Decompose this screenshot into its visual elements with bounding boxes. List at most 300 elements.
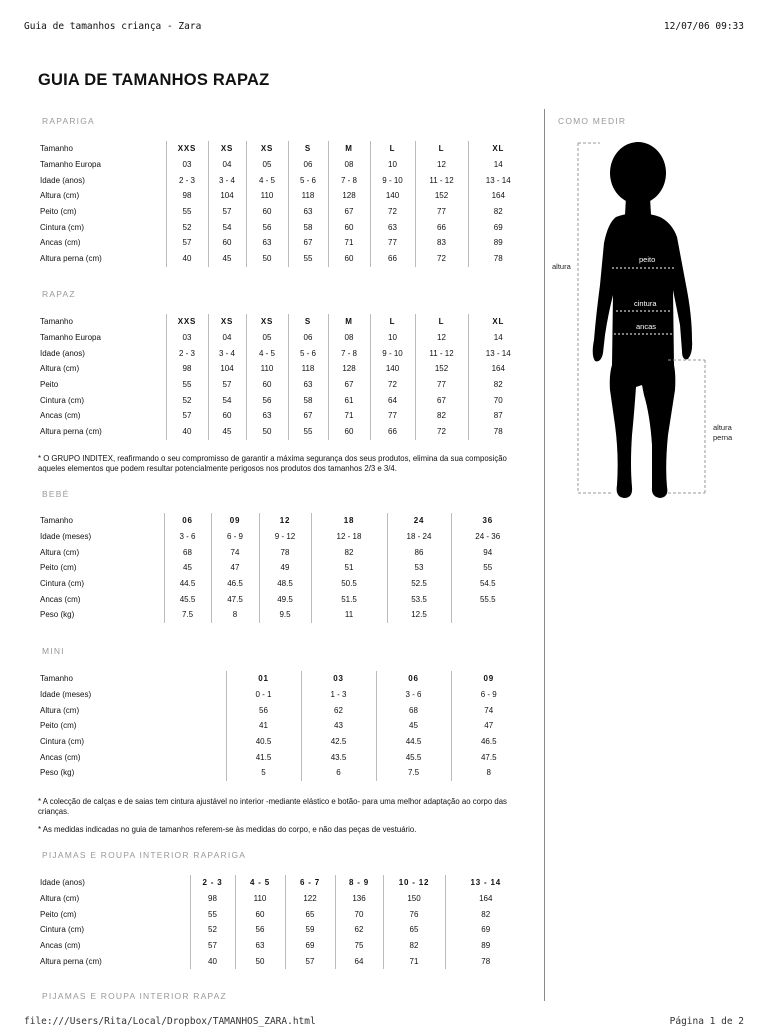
table-cell: 77 [415, 204, 468, 220]
table-cell: 45 [208, 424, 246, 440]
table-cell: 04 [208, 157, 246, 173]
table-cell: 55 [288, 424, 328, 440]
table-cell: 06 [164, 513, 211, 529]
table-cell: 05 [246, 330, 288, 346]
section-title-mini: MINI [42, 646, 65, 656]
table-row [40, 377, 528, 393]
table-cell: 13 - 14 [445, 875, 526, 891]
table-cell: 11 - 12 [415, 345, 468, 361]
row-label: Ancas (cm) [40, 752, 81, 762]
table-cell: S [288, 314, 328, 330]
table-cell: 94 [451, 544, 524, 560]
table-cell: 45 [208, 251, 246, 267]
table-cell: 69 [285, 938, 335, 954]
table-cell: 60 [328, 424, 370, 440]
table-cell: 45 [164, 560, 211, 576]
print-file-path: file:///Users/Rita/Local/Dropbox/TAMANHOS_ZARA.html [24, 1016, 316, 1027]
table-row [40, 749, 526, 765]
table-cell: 56 [235, 922, 285, 938]
table-cell: 41 [226, 718, 301, 734]
table-cell: 50 [246, 424, 288, 440]
table-cell: 69 [468, 219, 528, 235]
table-cell: 5 - 6 [288, 345, 328, 361]
row-label: Idade (meses) [40, 532, 92, 542]
table-cell: 24 - 36 [451, 529, 524, 545]
table-cell: 63 [246, 235, 288, 251]
table-cell: 04 [208, 330, 246, 346]
table-cell: XXS [166, 314, 208, 330]
table-cell: XXS [166, 141, 208, 157]
table-cell: 60 [328, 219, 370, 235]
label-altura: altura [552, 262, 571, 271]
table-cell: 3 - 6 [164, 529, 211, 545]
table-cell: 54 [208, 219, 246, 235]
table-row [40, 330, 528, 346]
table-row [40, 906, 526, 922]
row-label: Cintura (cm) [40, 579, 85, 589]
size-table-bebe [40, 513, 524, 623]
table-cell: 5 - 6 [288, 172, 328, 188]
label-peito: peito [639, 255, 656, 264]
table-cell: 12 [415, 330, 468, 346]
table-cell: 67 [328, 377, 370, 393]
table-cell: 52 [166, 392, 208, 408]
table-cell: 77 [415, 377, 468, 393]
table-cell: 2 - 3 [166, 172, 208, 188]
table-cell: L [415, 141, 468, 157]
table-cell: 46.5 [451, 734, 526, 750]
table-cell: 72 [415, 424, 468, 440]
label-altura-perna-1: altura [713, 423, 732, 432]
table-cell: 01 [226, 671, 301, 687]
table-cell: XL [468, 314, 528, 330]
table-cell: 74 [211, 544, 259, 560]
table-cell: 62 [335, 922, 383, 938]
table-row [40, 607, 524, 623]
row-label: Tamanho [40, 317, 73, 327]
table-cell: 63 [288, 204, 328, 220]
size-table-rapariga [40, 141, 528, 267]
table-cell: 10 [370, 157, 415, 173]
table-row [40, 141, 528, 157]
table-row [40, 157, 528, 173]
table-cell: 56 [226, 702, 301, 718]
table-cell: 47 [451, 718, 526, 734]
table-cell: 55 [190, 906, 235, 922]
table-cell: 43 [301, 718, 376, 734]
row-label: Altura perna (cm) [40, 956, 102, 966]
table-cell: 63 [235, 938, 285, 954]
table-cell: M [328, 314, 370, 330]
column-divider [544, 109, 545, 1001]
row-label: Idade (anos) [40, 175, 85, 185]
table-row [40, 765, 526, 781]
section-title-pijamas-rapaz: PIJAMAS E ROUPA INTERIOR RAPAZ [42, 991, 227, 1001]
table-cell: 164 [468, 361, 528, 377]
table-cell: 57 [285, 953, 335, 969]
table-cell: 128 [328, 361, 370, 377]
table-cell: 69 [445, 922, 526, 938]
table-cell: 67 [415, 392, 468, 408]
table-row [40, 938, 526, 954]
table-cell: 36 [451, 513, 524, 529]
row-label: Peito (cm) [40, 563, 77, 573]
table-cell: 9 - 10 [370, 172, 415, 188]
table-cell: 70 [468, 392, 528, 408]
table-row [40, 345, 528, 361]
row-label: Idade (anos) [40, 348, 85, 358]
row-label: Cintura (cm) [40, 737, 85, 747]
table-cell: 43.5 [301, 749, 376, 765]
table-cell: 4 - 5 [246, 345, 288, 361]
print-page-number: Página 1 de 2 [669, 1016, 744, 1027]
table-row [40, 544, 524, 560]
table-cell: 59 [285, 922, 335, 938]
table-cell: 52 [190, 922, 235, 938]
table-cell: 68 [164, 544, 211, 560]
table-cell: 110 [246, 188, 288, 204]
table-cell: 82 [468, 204, 528, 220]
table-cell: 60 [246, 204, 288, 220]
table-row [40, 671, 526, 687]
table-cell: 9 - 12 [259, 529, 311, 545]
table-cell: 06 [288, 157, 328, 173]
table-cell: 75 [335, 938, 383, 954]
table-cell: 4 - 5 [235, 875, 285, 891]
table-cell: 150 [383, 891, 445, 907]
table-cell: 3 - 6 [376, 687, 451, 703]
table-cell: 24 [387, 513, 451, 529]
table-cell: 40.5 [226, 734, 301, 750]
table-cell: 128 [328, 188, 370, 204]
row-label: Altura perna (cm) [40, 254, 102, 264]
table-cell: 13 - 14 [468, 345, 528, 361]
table-cell: 6 - 7 [285, 875, 335, 891]
table-row [40, 235, 528, 251]
table-row [40, 361, 528, 377]
table-cell: 12.5 [387, 607, 451, 623]
label-altura-perna-2: perna [713, 433, 733, 442]
table-cell: XL [468, 141, 528, 157]
table-row [40, 172, 528, 188]
table-cell: 60 [328, 251, 370, 267]
table-cell: 98 [166, 361, 208, 377]
table-cell: 152 [415, 188, 468, 204]
note-medidas: * As medidas indicadas no guia de tamanhos referem-se às medidas do corpo, e não das peças de vestuário. [38, 825, 417, 834]
table-cell: 71 [328, 235, 370, 251]
table-cell: 06 [376, 671, 451, 687]
page-title: GUIA DE TAMANHOS RAPAZ [38, 71, 270, 89]
row-label: Tamanho [40, 144, 73, 154]
table-cell: 3 - 4 [208, 172, 246, 188]
table-cell: 9.5 [259, 607, 311, 623]
table-cell: 06 [288, 330, 328, 346]
table-cell: 08 [328, 157, 370, 173]
row-label: Peito [40, 380, 59, 390]
table-cell: 55 [288, 251, 328, 267]
table-cell: 49 [259, 560, 311, 576]
table-cell: 58 [288, 219, 328, 235]
table-cell: 57 [166, 235, 208, 251]
table-cell: 89 [468, 235, 528, 251]
table-cell: 152 [415, 361, 468, 377]
table-cell: 12 [415, 157, 468, 173]
table-cell: 78 [468, 424, 528, 440]
browser-print-title: Guia de tamanhos criança - Zara [24, 21, 202, 32]
row-label: Cintura (cm) [40, 925, 85, 935]
section-title-rapariga: RAPARIGA [42, 116, 95, 126]
table-cell: 118 [288, 361, 328, 377]
table-cell: 3 - 4 [208, 345, 246, 361]
section-title-bebe: BEBÉ [42, 489, 70, 499]
table-cell: 58 [288, 392, 328, 408]
table-cell: 55.5 [451, 591, 524, 607]
table-cell: 4 - 5 [246, 172, 288, 188]
table-cell: 08 [328, 330, 370, 346]
row-label: Tamanho [40, 674, 73, 684]
table-cell: 47.5 [211, 591, 259, 607]
table-cell: 6 - 9 [211, 529, 259, 545]
size-table-mini [40, 671, 526, 781]
row-label: Ancas (cm) [40, 411, 81, 421]
table-cell: 70 [335, 906, 383, 922]
table-cell: 10 [370, 330, 415, 346]
table-cell: 68 [376, 702, 451, 718]
table-cell: 03 [166, 157, 208, 173]
table-cell: 49.5 [259, 591, 311, 607]
table-cell: L [370, 314, 415, 330]
table-cell: 54.5 [451, 576, 524, 592]
row-label: Ancas (cm) [40, 594, 81, 604]
table-cell: 11 [311, 607, 387, 623]
table-cell: 9 - 10 [370, 345, 415, 361]
table-cell: 50 [246, 251, 288, 267]
table-row [40, 204, 528, 220]
label-cintura: cintura [634, 299, 657, 308]
table-row [40, 576, 524, 592]
table-cell: 47 [211, 560, 259, 576]
print-timestamp: 12/07/06 09:33 [663, 21, 744, 32]
table-cell: 11 - 12 [415, 172, 468, 188]
table-cell: 86 [387, 544, 451, 560]
table-cell: 42.5 [301, 734, 376, 750]
table-cell: 71 [383, 953, 445, 969]
table-cell: 61 [328, 392, 370, 408]
table-cell: 47.5 [451, 749, 526, 765]
table-cell: 64 [335, 953, 383, 969]
table-cell: 72 [370, 204, 415, 220]
table-cell: 87 [468, 408, 528, 424]
table-row [40, 251, 528, 267]
table-cell: 51 [311, 560, 387, 576]
section-title-como-medir: COMO MEDIR [558, 116, 627, 126]
row-label: Cintura (cm) [40, 395, 85, 405]
table-cell: 82 [468, 377, 528, 393]
table-cell: 44.5 [376, 734, 451, 750]
table-cell: 140 [370, 361, 415, 377]
row-label: Idade (meses) [40, 690, 92, 700]
table-cell: 63 [246, 408, 288, 424]
table-cell: 45 [376, 718, 451, 734]
table-cell: 104 [208, 188, 246, 204]
table-row [40, 891, 526, 907]
table-cell: 40 [166, 424, 208, 440]
table-cell: 104 [208, 361, 246, 377]
table-cell: 54 [208, 392, 246, 408]
row-label: Peito (cm) [40, 909, 77, 919]
section-title-rapaz: RAPAZ [42, 289, 76, 299]
size-table-rapaz [40, 314, 528, 440]
table-cell: 76 [383, 906, 445, 922]
table-cell: 57 [208, 204, 246, 220]
table-cell: L [370, 141, 415, 157]
table-cell: 55 [166, 204, 208, 220]
table-cell: M [328, 141, 370, 157]
table-cell: 53.5 [387, 591, 451, 607]
table-cell: 77 [370, 235, 415, 251]
table-cell: 18 [311, 513, 387, 529]
table-cell: 65 [285, 906, 335, 922]
table-cell: 74 [451, 702, 526, 718]
note-inditex: * O GRUPO INDITEX, reafirmando o seu compromisso de garantir a máxima segurança dos seus produtos, elimina da sua composição aqueles elementos que podem resultar potencialmente perigosos nos produtos dos tamanhos 2/3 e 3/4. [38, 454, 507, 473]
table-cell: 89 [445, 938, 526, 954]
table-cell: 18 - 24 [387, 529, 451, 545]
table-cell: 46.5 [211, 576, 259, 592]
table-cell: 110 [235, 891, 285, 907]
table-cell: 50.5 [311, 576, 387, 592]
table-cell: 55 [451, 560, 524, 576]
row-label: Ancas (cm) [40, 941, 81, 951]
table-row [40, 424, 528, 440]
table-cell: 63 [370, 219, 415, 235]
table-cell: 09 [211, 513, 259, 529]
table-cell: 164 [468, 188, 528, 204]
table-cell: 40 [166, 251, 208, 267]
table-cell: 82 [383, 938, 445, 954]
table-cell: 1 - 3 [301, 687, 376, 703]
table-row [40, 219, 528, 235]
table-cell: 67 [288, 408, 328, 424]
table-cell: XS [246, 314, 288, 330]
table-cell: 48.5 [259, 576, 311, 592]
table-row [40, 408, 528, 424]
table-row [40, 314, 528, 330]
table-cell: 03 [166, 330, 208, 346]
table-row [40, 188, 528, 204]
table-cell: L [415, 314, 468, 330]
child-silhouette [593, 142, 692, 498]
table-cell: XS [208, 141, 246, 157]
table-cell: 7.5 [376, 765, 451, 781]
table-cell: 118 [288, 188, 328, 204]
row-label: Peito (cm) [40, 207, 77, 217]
row-label: Tamanho [40, 516, 73, 526]
table-cell: 140 [370, 188, 415, 204]
table-cell: 6 - 9 [451, 687, 526, 703]
table-cell: 78 [468, 251, 528, 267]
row-label: Ancas (cm) [40, 238, 81, 248]
table-cell: 8 - 9 [335, 875, 383, 891]
table-cell: 82 [445, 906, 526, 922]
note-calcas: * A colecção de calças e de saias tem cintura ajustável no interior -mediante elástico e botão- para uma melhor adaptação ao corpo das crianças. [38, 797, 507, 816]
table-cell: 51.5 [311, 591, 387, 607]
table-cell: 65 [383, 922, 445, 938]
label-ancas: ancas [636, 322, 657, 331]
table-row [40, 392, 528, 408]
row-label: Tamanho Europa [40, 333, 101, 343]
row-label: Altura (cm) [40, 547, 80, 557]
table-row [40, 718, 526, 734]
table-cell: 45.5 [376, 749, 451, 765]
table-cell: 110 [246, 361, 288, 377]
table-row [40, 529, 524, 545]
table-cell: 83 [415, 235, 468, 251]
table-cell: 09 [451, 671, 526, 687]
table-cell: 7 - 8 [328, 345, 370, 361]
table-cell: 44.5 [164, 576, 211, 592]
table-cell: XS [208, 314, 246, 330]
row-label: Peso (kg) [40, 610, 75, 620]
table-row [40, 953, 526, 969]
table-cell: 12 [259, 513, 311, 529]
table-row [40, 875, 526, 891]
table-cell: 78 [445, 953, 526, 969]
table-cell: 8 [211, 607, 259, 623]
table-cell: 12 - 18 [311, 529, 387, 545]
table-cell: 7 - 8 [328, 172, 370, 188]
child-silhouette-figure [548, 135, 718, 505]
table-cell: 52 [166, 219, 208, 235]
table-cell: 45.5 [164, 591, 211, 607]
table-cell: 7.5 [164, 607, 211, 623]
table-cell: 03 [301, 671, 376, 687]
table-cell: 2 - 3 [190, 875, 235, 891]
section-title-pijamas-rapariga: PIJAMAS E ROUPA INTERIOR RAPARIGA [42, 850, 247, 860]
table-cell: 60 [208, 408, 246, 424]
table-cell: 62 [301, 702, 376, 718]
table-cell: 5 [226, 765, 301, 781]
table-cell: 57 [208, 377, 246, 393]
table-cell: 52.5 [387, 576, 451, 592]
row-label: Altura (cm) [40, 705, 80, 715]
row-label: Altura perna (cm) [40, 427, 102, 437]
table-cell: 66 [415, 219, 468, 235]
table-cell: 56 [246, 219, 288, 235]
table-cell: 63 [288, 377, 328, 393]
table-cell: 53 [387, 560, 451, 576]
table-cell: 77 [370, 408, 415, 424]
row-label: Tamanho Europa [40, 160, 101, 170]
table-cell: 60 [246, 377, 288, 393]
table-row [40, 513, 524, 529]
row-label: Peso (kg) [40, 768, 75, 778]
table-cell: 50 [235, 953, 285, 969]
table-row [40, 560, 524, 576]
table-cell: 14 [468, 157, 528, 173]
table-cell: 2 - 3 [166, 345, 208, 361]
table-cell: 05 [246, 157, 288, 173]
table-cell: S [288, 141, 328, 157]
table-cell: 6 [301, 765, 376, 781]
row-label: Altura (cm) [40, 191, 80, 201]
row-label: Altura (cm) [40, 364, 80, 374]
table-cell: 41.5 [226, 749, 301, 765]
row-label: Cintura (cm) [40, 222, 85, 232]
table-cell: 71 [328, 408, 370, 424]
table-row [40, 922, 526, 938]
table-cell: 40 [190, 953, 235, 969]
table-cell: 82 [415, 408, 468, 424]
